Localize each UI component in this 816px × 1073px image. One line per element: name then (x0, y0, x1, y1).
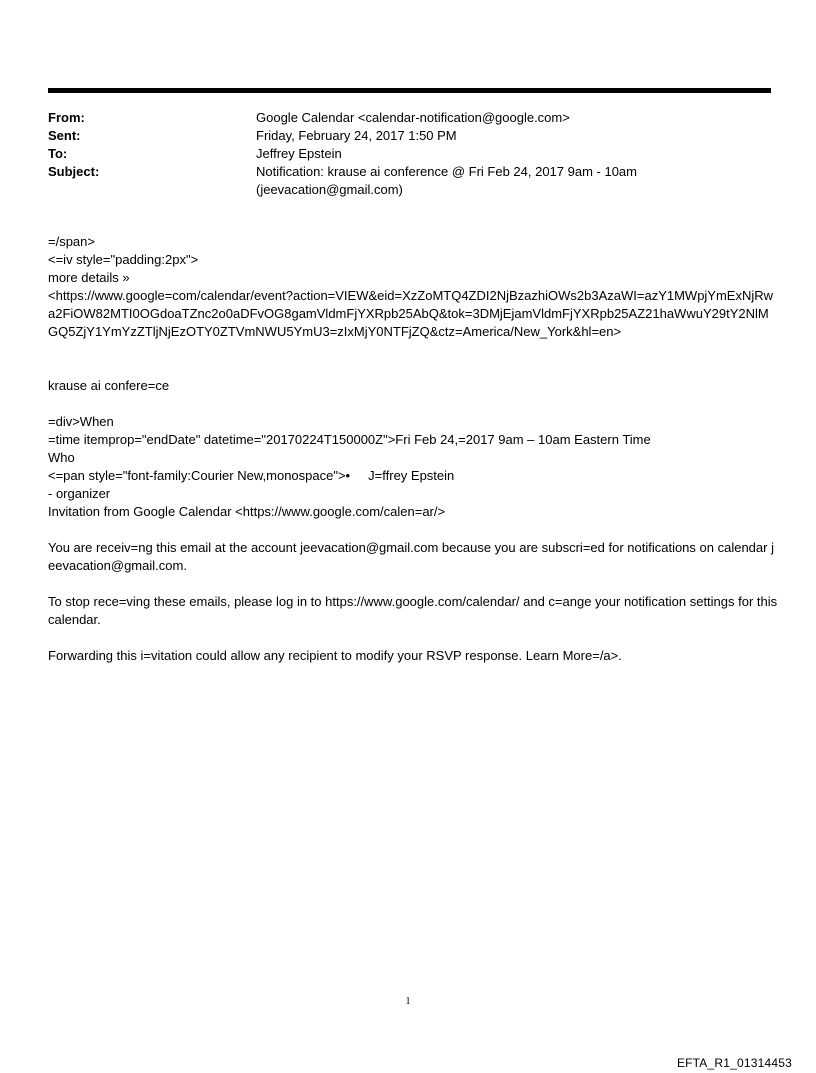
from-label: From: (48, 110, 85, 125)
when-label: =div>When (48, 414, 114, 429)
spacer (48, 521, 778, 539)
from-value: Google Calendar <calendar-notification@google.com> (256, 110, 570, 125)
event-url[interactable]: <https://www.google=com/calendar/event?action=VIEW&eid=XzZoMTQ4ZDI2NjBzazhiOWs2b3AzaWI=azY1MWpjYmExNjRwa2FiOW82MTI0OGdoaTZnc2o0aDFvOG8gamVldmFjYXRpb25AbQ&tok=3DMjEjamVldmFjYXRpb25AZ21haWwuY29tY2NlMGQ5ZjY1YmYzZTljNjEzOTY0ZTVmNWU5YmU3=zIxMjY0NTFjZQ&ctz=America/New_York&hl=en> (48, 288, 774, 339)
to-row (48, 145, 771, 163)
document-id: EFTA_R1_01314453 (676, 1056, 792, 1070)
page-number: 1 (405, 996, 411, 1007)
event-time: =time itemprop="endDate" datetime="20170224T150000Z">Fri Feb 24,=2017 9am – 10am Eastern Time (48, 432, 651, 447)
forwarding-notice: Forwarding this i=vitation could allow any recipient to modify your RSVP response. Learn More=/a>. (48, 648, 622, 663)
body-line-div: <=iv style="padding:2px"> (48, 252, 199, 267)
receiving-notice: You are receiv=ng this email at the account jeevacation@gmail.com because you are subscri=ed for notifications on calendar jeevacation@gmail.com. (48, 540, 774, 573)
email-body (48, 233, 781, 665)
spacer (48, 629, 778, 647)
organizer-name: <=pan style="font-family:Courier New,monospace">• J=ffrey Epstein (48, 468, 455, 483)
spacer (48, 341, 778, 377)
sent-value: Friday, February 24, 2017 1:50 PM (256, 128, 457, 143)
subject-value: Notification: krause ai conference @ Fri Feb 24, 2017 9am - 10am (jeevacation@gmail.com) (256, 164, 637, 197)
stop-notice: To stop rece=ving these emails, please log in to https://www.google.com/calendar/ and c=ange your notification settings for this calendar. (48, 594, 781, 627)
to-value: Jeffrey Epstein (256, 146, 342, 161)
who-label: Who (48, 450, 75, 465)
organizer-role: - organizer (48, 486, 111, 501)
sent-label: Sent: (48, 128, 81, 143)
invitation-link[interactable]: Invitation from Google Calendar <https://www.google.com/calen=ar/> (48, 504, 446, 519)
spacer (48, 575, 778, 593)
event-title: krause ai confere=ce (48, 378, 170, 393)
from-row (48, 109, 771, 127)
spacer (48, 395, 778, 413)
sent-row (48, 127, 771, 145)
subject-row (48, 163, 771, 199)
more-details-link[interactable]: more details » (48, 270, 130, 285)
email-header (48, 109, 771, 199)
subject-label: Subject: (48, 164, 100, 179)
header-rule (48, 88, 771, 93)
to-label: To: (48, 146, 68, 161)
body-line-span: =/span> (48, 234, 95, 249)
